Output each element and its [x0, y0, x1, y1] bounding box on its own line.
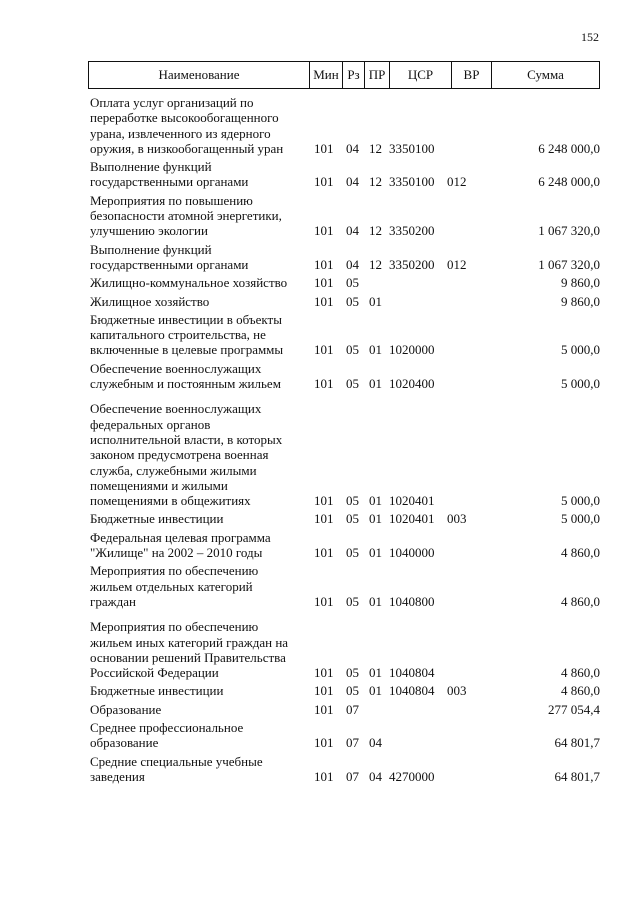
- row-rz: 05: [346, 593, 359, 609]
- row-min: 101: [314, 493, 334, 509]
- row-sum: 4 860,0: [561, 683, 600, 699]
- row-csr: 1040804: [389, 683, 435, 699]
- row-name: Образование: [90, 701, 162, 717]
- table-row: [90, 754, 600, 785]
- table-row: [90, 95, 600, 156]
- table-row: [90, 275, 600, 290]
- table-row: [90, 683, 600, 698]
- budget-table-body: [90, 95, 600, 787]
- row-name: Мероприятия по повышению безопасности атомной энергетики, улучшению экологии: [90, 192, 282, 239]
- row-sum: 5 000,0: [561, 493, 600, 509]
- row-sum: 9 860,0: [561, 275, 600, 291]
- row-name: Бюджетные инвестиции: [90, 683, 224, 699]
- row-sum: 5 000,0: [561, 342, 600, 358]
- row-min: 101: [314, 256, 334, 272]
- row-rz: 04: [346, 140, 359, 156]
- row-name: Федеральная целевая программа "Жилище" на 2002 – 2010 годы: [90, 529, 271, 561]
- row-name: Жилищно-коммунальное хозяйство: [90, 275, 288, 291]
- table-row: [90, 193, 600, 239]
- row-sum: 1 067 320,0: [538, 223, 600, 239]
- row-name: Мероприятия по обеспечению жильем иных категорий граждан на основании решений Правительства Российской Федерации: [90, 619, 289, 681]
- row-min: 101: [314, 701, 334, 717]
- row-vr: 003: [447, 683, 467, 699]
- table-row: [90, 361, 600, 392]
- row-csr: 1020000: [389, 342, 435, 358]
- row-name: Оплата услуг организаций по переработке высокообогащенного урана, извлеченного из ядерного оружия, в низкообогащенный уран: [90, 95, 284, 156]
- row-rz: 05: [346, 545, 359, 561]
- row-rz: 05: [346, 665, 359, 681]
- column-header-sum: Сумма: [492, 62, 600, 89]
- row-csr: 1040804: [389, 665, 435, 681]
- row-pr: 12: [369, 140, 382, 156]
- row-name: Бюджетные инвестиции: [90, 511, 224, 527]
- table-row: [90, 242, 600, 273]
- row-pr: 01: [369, 376, 382, 392]
- row-min: 101: [314, 174, 334, 190]
- row-rz: 04: [346, 256, 359, 272]
- row-pr: 01: [369, 493, 382, 509]
- row-pr: 12: [369, 223, 382, 239]
- table-row: [90, 563, 600, 609]
- row-csr: 3350200: [389, 256, 435, 272]
- row-pr: 01: [369, 683, 382, 699]
- table-header: [88, 61, 600, 89]
- row-min: 101: [314, 545, 334, 561]
- row-pr: 01: [369, 342, 382, 358]
- row-min: 101: [314, 376, 334, 392]
- row-rz: 04: [346, 223, 359, 239]
- row-pr: 04: [369, 768, 382, 784]
- table-row: [90, 619, 600, 680]
- row-sum: 64 801,7: [554, 768, 600, 784]
- row-sum: 5 000,0: [561, 511, 600, 527]
- row-csr: 1040800: [389, 593, 435, 609]
- row-sum: 6 248 000,0: [538, 140, 600, 156]
- row-csr: 1020400: [389, 376, 435, 392]
- row-rz: 05: [346, 493, 359, 509]
- row-pr: 04: [369, 735, 382, 751]
- row-sum: 9 860,0: [561, 293, 600, 309]
- row-name: Среднее профессиональное образование: [90, 719, 244, 751]
- row-csr: 1020401: [389, 493, 435, 509]
- row-csr: 3350100: [389, 140, 435, 156]
- row-sum: 277 054,4: [548, 701, 600, 717]
- table-row: [90, 530, 600, 561]
- row-name: Жилищное хозяйство: [90, 293, 210, 309]
- row-sum: 1 067 320,0: [538, 256, 600, 272]
- row-pr: 12: [369, 256, 382, 272]
- row-sum: 6 248 000,0: [538, 174, 600, 190]
- row-csr: 1020401: [389, 511, 435, 527]
- row-name: Средние специальные учебные заведения: [90, 753, 263, 784]
- row-csr: 3350200: [389, 223, 435, 239]
- row-rz: 05: [346, 342, 359, 358]
- table-row: [90, 720, 600, 751]
- row-vr: 012: [447, 174, 467, 190]
- row-csr: 4270000: [389, 768, 435, 784]
- row-min: 101: [314, 140, 334, 156]
- row-min: 101: [314, 683, 334, 699]
- row-pr: 01: [369, 511, 382, 527]
- row-min: 101: [314, 275, 334, 291]
- page-number: 152: [581, 30, 599, 44]
- row-rz: 04: [346, 174, 359, 190]
- row-min: 101: [314, 665, 334, 681]
- row-name: Бюджетные инвестиции в объекты капитального строительства, не включенные в целевые программы: [90, 311, 284, 358]
- row-min: 101: [314, 511, 334, 527]
- column-header-rz: Рз: [343, 62, 365, 89]
- column-header-name: Наименование: [89, 62, 310, 89]
- column-header-csr: ЦСР: [390, 62, 452, 89]
- row-min: 101: [314, 223, 334, 239]
- row-pr: 01: [369, 593, 382, 609]
- row-sum: 4 860,0: [561, 593, 600, 609]
- row-rz: 07: [346, 701, 359, 717]
- row-sum: 4 860,0: [561, 545, 600, 561]
- column-header-min: Мин: [310, 62, 343, 89]
- row-name: Обеспечение военнослужащих служебным и постоянным жильем: [90, 360, 281, 392]
- row-rz: 05: [346, 293, 359, 309]
- row-sum: 5 000,0: [561, 376, 600, 392]
- row-rz: 05: [346, 376, 359, 392]
- row-min: 101: [314, 768, 334, 784]
- row-name: Выполнение функций государственными органами: [90, 241, 249, 272]
- row-min: 101: [314, 593, 334, 609]
- row-min: 101: [314, 342, 334, 358]
- row-pr: 12: [369, 174, 382, 190]
- row-name: Мероприятия по обеспечению жильем отдельных категорий граждан: [90, 563, 259, 609]
- row-name: Выполнение функций государственными органами: [90, 159, 249, 190]
- row-vr: 012: [447, 256, 467, 272]
- table-row: [90, 312, 600, 358]
- row-csr: 3350100: [389, 174, 435, 190]
- row-rz: 07: [346, 768, 359, 784]
- table-row: [90, 401, 600, 508]
- row-csr: 1040000: [389, 545, 435, 561]
- table-row: [90, 159, 600, 190]
- table-row: [90, 511, 600, 526]
- row-rz: 07: [346, 735, 359, 751]
- row-sum: 64 801,7: [554, 735, 600, 751]
- row-pr: 01: [369, 293, 382, 309]
- row-min: 101: [314, 293, 334, 309]
- row-pr: 01: [369, 665, 382, 681]
- row-rz: 05: [346, 275, 359, 291]
- column-header-vr: ВР: [452, 62, 492, 89]
- column-header-pr: ПР: [365, 62, 390, 89]
- row-vr: 003: [447, 511, 467, 527]
- row-rz: 05: [346, 683, 359, 699]
- row-rz: 05: [346, 511, 359, 527]
- row-min: 101: [314, 735, 334, 751]
- table-row: [90, 702, 600, 717]
- row-name: Обеспечение военнослужащих федеральных органов исполнительной власти, в которых законом предусмотрена военная служба, служебными жилыми помещениями и жилыми помещениями в общежитиях: [90, 401, 283, 509]
- table-row: [90, 294, 600, 309]
- row-sum: 4 860,0: [561, 665, 600, 681]
- row-pr: 01: [369, 545, 382, 561]
